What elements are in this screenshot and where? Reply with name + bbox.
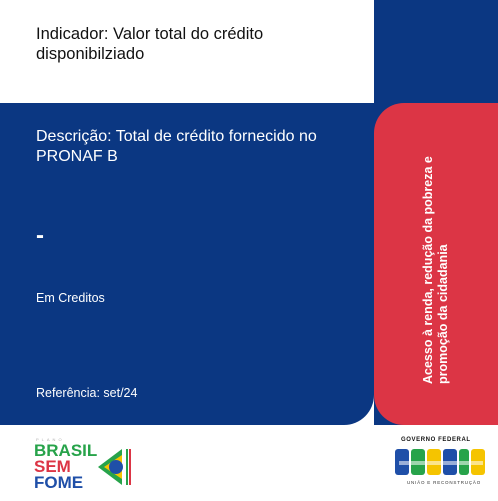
sidebar-top-block xyxy=(374,0,498,103)
gov-top-text: GOVERNO FEDERAL xyxy=(401,437,471,443)
indicator-reference: Referência: set/24 xyxy=(36,386,138,400)
indicator-title: Indicador: Valor total do crédito disponibilziado xyxy=(36,25,264,63)
category-tab xyxy=(374,103,498,425)
brasil-sem-fome-logo xyxy=(30,435,140,497)
indicator-description: Descrição: Total de crédito fornecido no PRONAF B xyxy=(36,128,317,165)
indicator-body xyxy=(0,103,374,425)
logo-line-fome: FOME xyxy=(34,473,84,492)
logo-line-brasil: BRASIL xyxy=(34,441,98,460)
gov-bottom-text: UNIÃO E RECONSTRUÇÃO xyxy=(407,480,482,485)
footer xyxy=(0,425,498,501)
category-sidebar xyxy=(374,103,498,425)
logo-line-sem: SEM xyxy=(34,457,71,476)
governo-federal-logo xyxy=(395,437,487,493)
logo-plano-text: PLANO xyxy=(36,437,65,442)
category-label: Acesso à renda, redução da pobreza e promoção da cidadania xyxy=(421,156,450,384)
indicator-value: - xyxy=(36,222,44,249)
gov-brasil-mark xyxy=(395,447,487,477)
flag-cutlery-icon xyxy=(96,445,132,489)
card-header xyxy=(0,0,374,103)
indicator-unit: Em Creditos xyxy=(36,291,105,305)
